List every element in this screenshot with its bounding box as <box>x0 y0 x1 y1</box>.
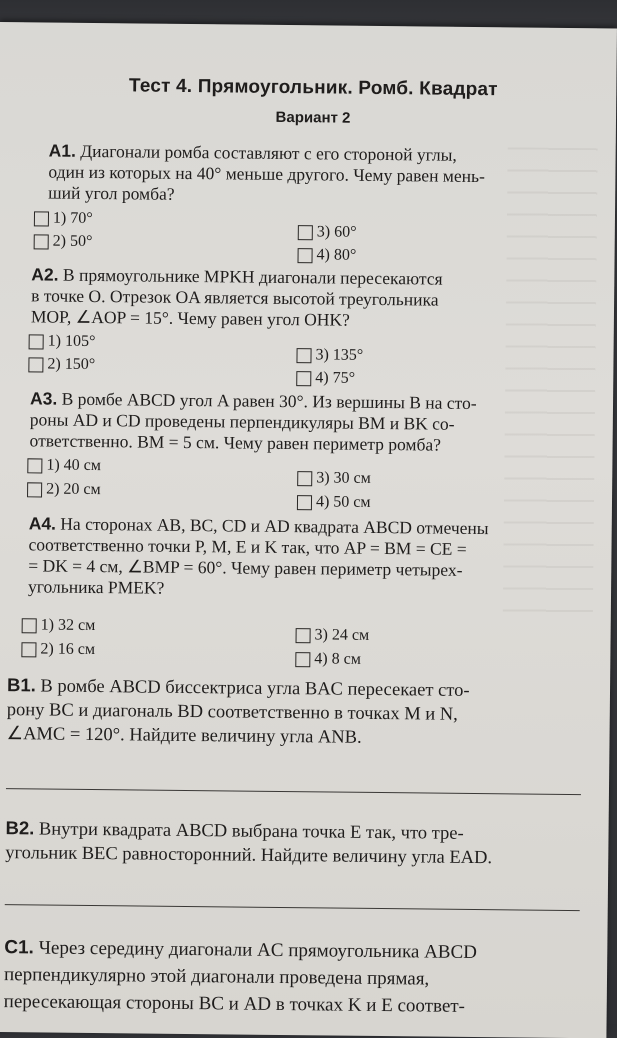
question-number: А3. <box>29 388 58 409</box>
test-title: Тест 4. Прямоугольник. Ромб. Квадрат <box>128 75 498 101</box>
checkbox[interactable] <box>27 482 42 497</box>
checkbox[interactable] <box>22 618 37 633</box>
checkbox[interactable] <box>295 652 310 667</box>
question-number: А4. <box>28 513 57 534</box>
checkbox[interactable] <box>298 225 313 240</box>
checkbox[interactable] <box>34 211 49 226</box>
question-text-line: ответственно. BM = 5 см. Чему равен периметр ромба? <box>29 430 442 455</box>
question-text-line: угольника PMEK? <box>27 576 165 598</box>
question-text-line: один из которых на 40° меньше другого. Чему равен мень- <box>48 161 486 187</box>
question-text-line: Диагонали ромба составляют с его стороной углы, <box>80 140 457 165</box>
question-c1 <box>4 934 575 1021</box>
checkbox[interactable] <box>28 357 43 372</box>
question-text-line: соответственно точки P, M, E и K так, что AP = BM = CE = <box>28 534 467 559</box>
question-a2 <box>31 264 577 333</box>
answer-option[interactable]: 1) 70° <box>34 209 93 228</box>
question-number: А2. <box>31 264 59 285</box>
answer-line[interactable] <box>5 904 580 911</box>
answer-option[interactable]: 4) 50 см <box>297 493 371 512</box>
question-b1 <box>6 673 577 752</box>
question-text-line: пересекающая стороны BC и AD в точках K и E соответ- <box>3 991 466 1017</box>
checkbox[interactable] <box>27 458 42 473</box>
answer-option[interactable]: 2) 50° <box>34 232 93 251</box>
answer-option[interactable]: 4) 8 см <box>295 650 361 669</box>
answer-option[interactable]: 1) 40 см <box>27 456 101 475</box>
checkbox[interactable] <box>297 248 312 263</box>
question-number: А1. <box>48 140 76 161</box>
answer-option[interactable]: 2) 16 см <box>21 640 95 659</box>
answer-option[interactable]: 3) 24 см <box>296 626 370 645</box>
question-text-line: На сторонах AB, BC, CD и AD квадрата ABCD отмечены <box>60 513 489 539</box>
question-number: В2. <box>5 817 35 839</box>
answer-option[interactable]: 3) 60° <box>298 223 357 242</box>
question-text-line: Внутри квадрата ABCD выбрана точка E так, что тре- <box>38 819 464 844</box>
variant-label: Вариант 2 <box>275 108 351 127</box>
question-a1 <box>32 140 578 209</box>
answer-option[interactable]: 1) 105° <box>29 332 96 351</box>
checkbox[interactable] <box>296 348 311 363</box>
checkbox[interactable] <box>296 628 311 643</box>
question-number: В1. <box>6 674 36 696</box>
checkbox[interactable] <box>29 334 44 349</box>
question-text-line: Через середину диагонали AC прямоугольника ABCD <box>38 937 478 964</box>
question-a4 <box>28 513 574 603</box>
answer-option[interactable]: 2) 20 см <box>27 480 101 499</box>
question-number: С1. <box>4 937 34 959</box>
answer-option[interactable]: 2) 150° <box>28 355 95 374</box>
checkbox[interactable] <box>297 471 312 486</box>
question-text-line: MOP, ∠AOP = 15°. Чему равен угол OHK? <box>30 306 350 330</box>
question-text-line: угольник BEC равносторонний. Найдите величину угла EAD. <box>5 843 493 869</box>
checkbox[interactable] <box>297 495 312 510</box>
question-text-line: = DK = 4 см, ∠BMP = 60°. Чему равен периметр четырех- <box>28 555 463 580</box>
question-text-line: ший угол ромба? <box>48 182 175 204</box>
answer-option[interactable]: 4) 75° <box>296 369 355 388</box>
question-text-line: рону BC и диагональ BD соответственно в точках M и N, <box>6 700 458 725</box>
question-text-line: в точке O. Отрезок OA является высотой треугольника <box>31 285 439 310</box>
question-text-line: В прямоугольнике MPKH диагонали пересекаются <box>62 264 443 289</box>
answer-option[interactable]: 3) 30 см <box>297 469 371 488</box>
question-text-line: В ромбе ABCD угол A равен 30°. Из вершины B на сто- <box>61 388 477 414</box>
answer-option[interactable]: 3) 135° <box>296 346 363 365</box>
question-a3 <box>30 388 576 457</box>
question-text-line: роны AD и CD проведены перпендикуляры BM и BK со- <box>29 409 455 434</box>
question-text-line: перпендикулярно этой диагонали проведена прямая, <box>3 964 430 990</box>
worksheet-page <box>0 22 617 1038</box>
question-b2 <box>5 816 575 871</box>
checkbox[interactable] <box>21 642 36 657</box>
question-text-line: В ромбе ABCD биссектриса угла BAC пересекает сто- <box>40 676 470 701</box>
checkbox[interactable] <box>34 234 49 249</box>
answer-line[interactable] <box>6 788 581 795</box>
answer-option[interactable]: 4) 80° <box>297 246 356 265</box>
answer-option[interactable]: 1) 32 см <box>22 616 96 635</box>
checkbox[interactable] <box>296 371 311 386</box>
question-text-line: ∠AMC = 120°. Найдите величину угла ANB. <box>6 724 362 748</box>
